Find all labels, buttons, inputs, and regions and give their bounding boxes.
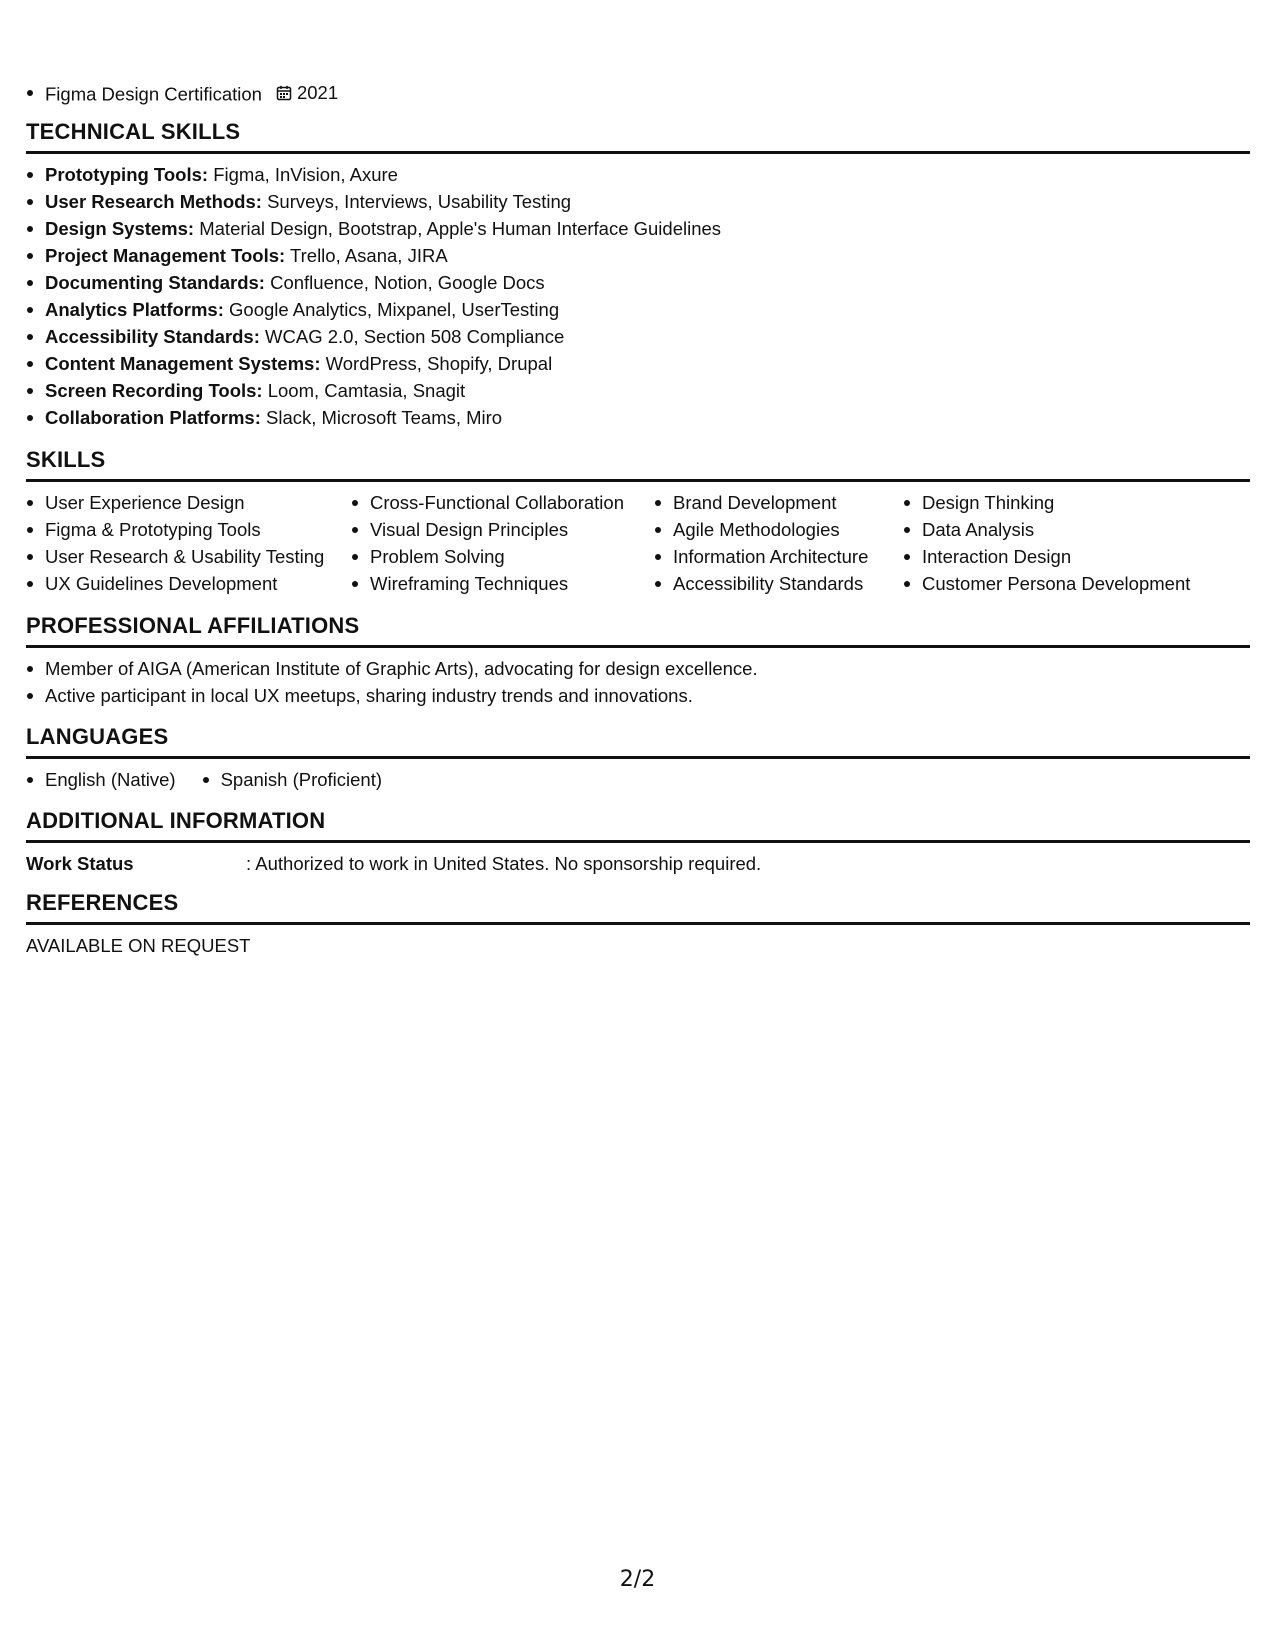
technical-skill-label: User Research Methods: xyxy=(45,191,262,212)
technical-skill-value: Google Analytics, Mixpanel, UserTesting xyxy=(223,299,560,320)
technical-skill-item xyxy=(26,404,1250,431)
certification-date xyxy=(276,79,338,106)
skill-item: Interaction Design xyxy=(903,543,1243,570)
technical-skill-item xyxy=(26,188,1250,215)
calendar-icon xyxy=(276,85,292,101)
skills-column xyxy=(26,489,351,597)
section-title-technical-skills: TECHNICAL SKILLS xyxy=(26,119,1250,154)
affiliations-section xyxy=(26,613,1250,709)
skill-item: Figma & Prototyping Tools xyxy=(26,516,351,543)
skill-item: Design Thinking xyxy=(903,489,1243,516)
technical-skill-item xyxy=(26,350,1250,377)
certification-name: Figma Design Certification xyxy=(45,83,262,105)
page-number: 2/2 xyxy=(619,1567,656,1592)
skill-item: Information Architecture xyxy=(654,543,903,570)
skill-item: Data Analysis xyxy=(903,516,1243,543)
certification-year: 2021 xyxy=(296,82,339,103)
skill-item: Problem Solving xyxy=(351,543,654,570)
skill-item: User Research & Usability Testing xyxy=(26,543,351,570)
additional-info-section xyxy=(26,808,1250,877)
skill-item: Agile Methodologies xyxy=(654,516,903,543)
technical-skill-label: Documenting Standards: xyxy=(45,272,265,293)
work-status-row xyxy=(26,850,1250,877)
technical-skill-item xyxy=(26,296,1250,323)
work-status-value: : Authorized to work in United States. No sponsorship required. xyxy=(246,853,762,874)
skills-grid xyxy=(26,489,1250,597)
references-section xyxy=(26,890,1250,959)
skill-item: Wireframing Techniques xyxy=(351,570,654,597)
technical-skill-label: Collaboration Platforms: xyxy=(45,407,261,428)
skills-column xyxy=(903,489,1243,597)
technical-skill-label: Design Systems: xyxy=(45,218,195,239)
skill-item: Visual Design Principles xyxy=(351,516,654,543)
technical-skill-label: Prototyping Tools: xyxy=(45,164,209,185)
technical-skill-label: Analytics Platforms: xyxy=(45,299,224,320)
section-title-additional-info: ADDITIONAL INFORMATION xyxy=(26,808,1250,843)
references-text: AVAILABLE ON REQUEST xyxy=(26,935,251,956)
technical-skill-label: Content Management Systems: xyxy=(45,353,321,374)
language-item: Spanish (Proficient) xyxy=(202,766,382,793)
technical-skill-value: Loom, Camtasia, Snagit xyxy=(262,380,466,401)
technical-skill-value: Surveys, Interviews, Usability Testing xyxy=(261,191,572,212)
skills-section xyxy=(26,447,1250,597)
technical-skill-item xyxy=(26,242,1250,269)
section-title-references: REFERENCES xyxy=(26,890,1250,925)
section-title-languages: LANGUAGES xyxy=(26,724,1250,759)
skill-item: Cross-Functional Collaboration xyxy=(351,489,654,516)
technical-skill-item xyxy=(26,377,1250,404)
work-status-label: Work Status xyxy=(26,853,134,874)
technical-skill-item xyxy=(26,161,1250,188)
skills-column xyxy=(351,489,654,597)
affiliation-item: Active participant in local UX meetups, sharing industry trends and innovations. xyxy=(26,682,1250,709)
technical-skill-item xyxy=(26,215,1250,242)
technical-skill-label: Accessibility Standards: xyxy=(45,326,260,347)
section-title-skills: SKILLS xyxy=(26,447,1250,482)
technical-skill-value: Figma, InVision, Axure xyxy=(208,164,398,185)
skill-item: Customer Persona Development xyxy=(903,570,1243,597)
skill-item: User Experience Design xyxy=(26,489,351,516)
certification-list xyxy=(26,79,338,108)
technical-skill-item xyxy=(26,323,1250,350)
affiliation-item: Member of AIGA (American Institute of Graphic Arts), advocating for design excellence. xyxy=(26,655,1250,682)
technical-skill-value: Material Design, Bootstrap, Apple's Human Interface Guidelines xyxy=(194,218,722,239)
languages-section xyxy=(26,724,1250,793)
technical-skills-section xyxy=(26,119,1250,431)
certification-item xyxy=(26,79,338,108)
languages-list xyxy=(26,766,1250,793)
skill-item: UX Guidelines Development xyxy=(26,570,351,597)
technical-skill-value: Confluence, Notion, Google Docs xyxy=(264,272,545,293)
technical-skill-label: Project Management Tools: xyxy=(45,245,286,266)
technical-skill-item xyxy=(26,269,1250,296)
skill-item: Brand Development xyxy=(654,489,903,516)
technical-skill-value: Trello, Asana, JIRA xyxy=(285,245,448,266)
technical-skill-value: Slack, Microsoft Teams, Miro xyxy=(260,407,503,428)
technical-skill-value: WCAG 2.0, Section 508 Compliance xyxy=(259,326,565,347)
skills-column xyxy=(654,489,903,597)
technical-skill-value: WordPress, Shopify, Drupal xyxy=(320,353,553,374)
skill-item: Accessibility Standards xyxy=(654,570,903,597)
technical-skills-list xyxy=(26,161,1250,431)
affiliations-list xyxy=(26,655,1250,709)
section-title-affiliations: PROFESSIONAL AFFILIATIONS xyxy=(26,613,1250,648)
language-item: English (Native) xyxy=(26,766,176,793)
technical-skill-label: Screen Recording Tools: xyxy=(45,380,263,401)
